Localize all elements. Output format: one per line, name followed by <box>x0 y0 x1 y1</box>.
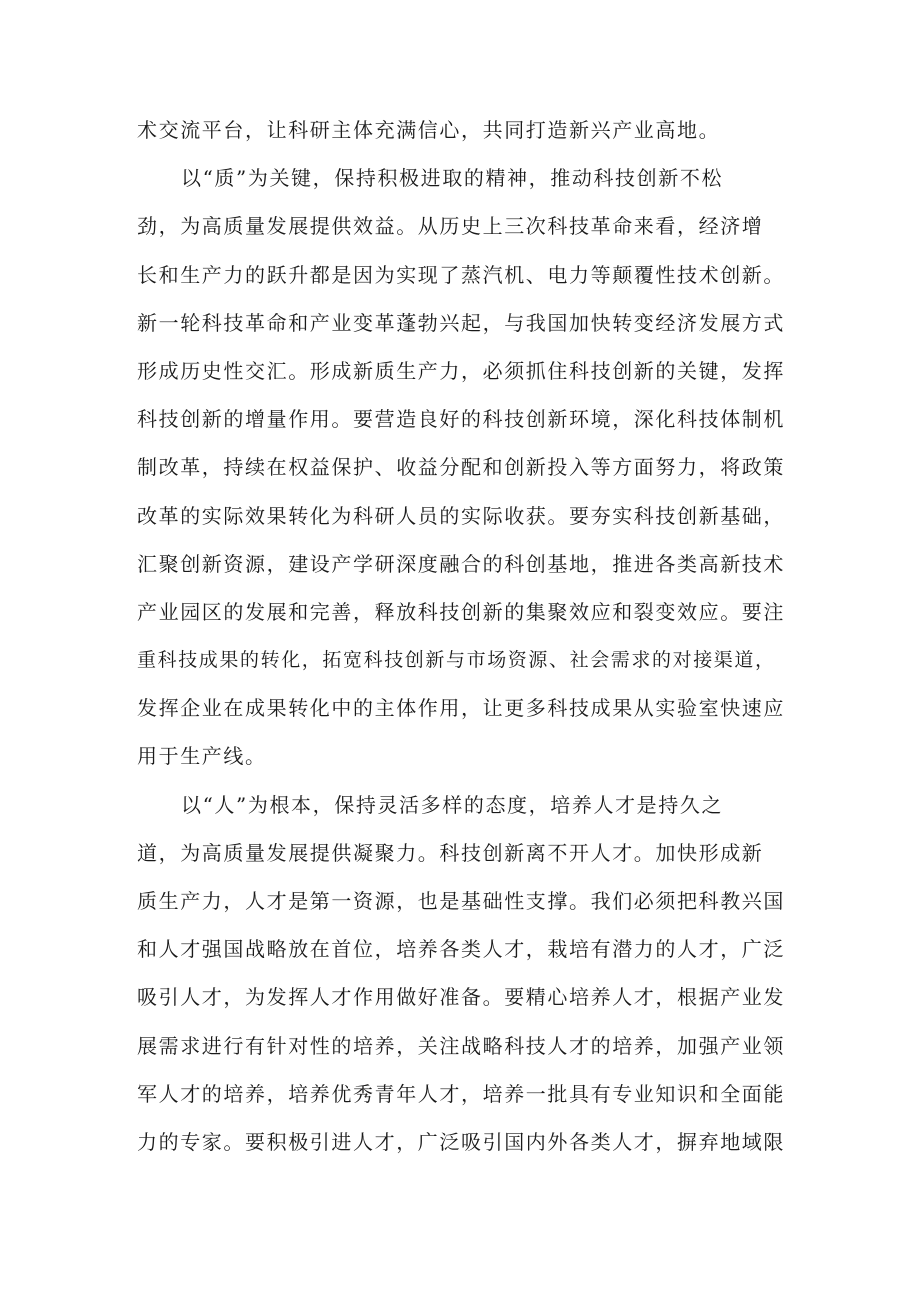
text-line: 用于生产线。 <box>137 744 267 769</box>
text-line: 改革的实际效果转化为科研人员的实际收获。要夯实科技创新基础， <box>137 503 785 528</box>
text-line: 和人才强国战略放在首位，培养各类人才，栽培有潜力的人才，广泛 <box>137 937 785 962</box>
text-line: 形成历史性交汇。形成新质生产力，必须抓住科技创新的关键，发挥 <box>137 358 785 383</box>
text-line: 汇聚创新资源，建设产学研深度融合的科创基地，推进各类高新技术 <box>137 551 785 576</box>
text-line: 新一轮科技革命和产业变革蓬勃兴起，与我国加快转变经济发展方式 <box>137 310 785 335</box>
text-line: 劲，为高质量发展提供效益。从历史上三次科技革命来看，经济增 <box>137 214 764 239</box>
text-line: 展需求进行有针对性的培养，关注战略科技人才的培养，加强产业领 <box>137 1033 785 1058</box>
text-line: 长和生产力的跃升都是因为实现了蒸汽机、电力等颠覆性技术创新。 <box>137 262 785 287</box>
paragraph-start-line: 以“质”为关键，保持积极进取的精神，推动科技创新不松 <box>181 166 724 191</box>
text-line: 科技创新的增量作用。要营造良好的科技创新环境，深化科技体制机 <box>137 407 785 432</box>
text-line: 产业园区的发展和完善，释放科技创新的集聚效应和裂变效应。要注 <box>137 599 785 624</box>
text-line: 吸引人才，为发挥人才作用做好准备。要精心培养人才，根据产业发 <box>137 985 785 1010</box>
text-line: 重科技成果的转化，拓宽科技创新与市场资源、社会需求的对接渠道， <box>137 649 776 672</box>
text-line: 发挥企业在成果转化中的主体作用，让更多科技成果从实验室快速应 <box>137 696 785 721</box>
document-page <box>137 112 787 1172</box>
text-line: 质生产力，人才是第一资源，也是基础性支撑。我们必须把科教兴国 <box>137 889 785 913</box>
text-line: 军人才的培养，培养优秀青年人才，培养一批具有专业知识和全面能 <box>137 1081 785 1106</box>
text-line: 力的专家。要积极引进人才，广泛吸引国内外各类人才，摒弃地域限 <box>137 1129 785 1154</box>
paragraph-start-line: 以“人”为根本，保持灵活多样的态度，培养人才是持久之 <box>181 792 724 817</box>
text-line: 术交流平台，让科研主体充满信心，共同打造新兴产业高地。 <box>137 118 721 142</box>
text-line: 道，为高质量发展提供凝聚力。科技创新离不开人才。加快形成新 <box>137 840 764 865</box>
text-line: 制改革，持续在权益保护、收益分配和创新投入等方面努力，将政策 <box>137 455 785 480</box>
